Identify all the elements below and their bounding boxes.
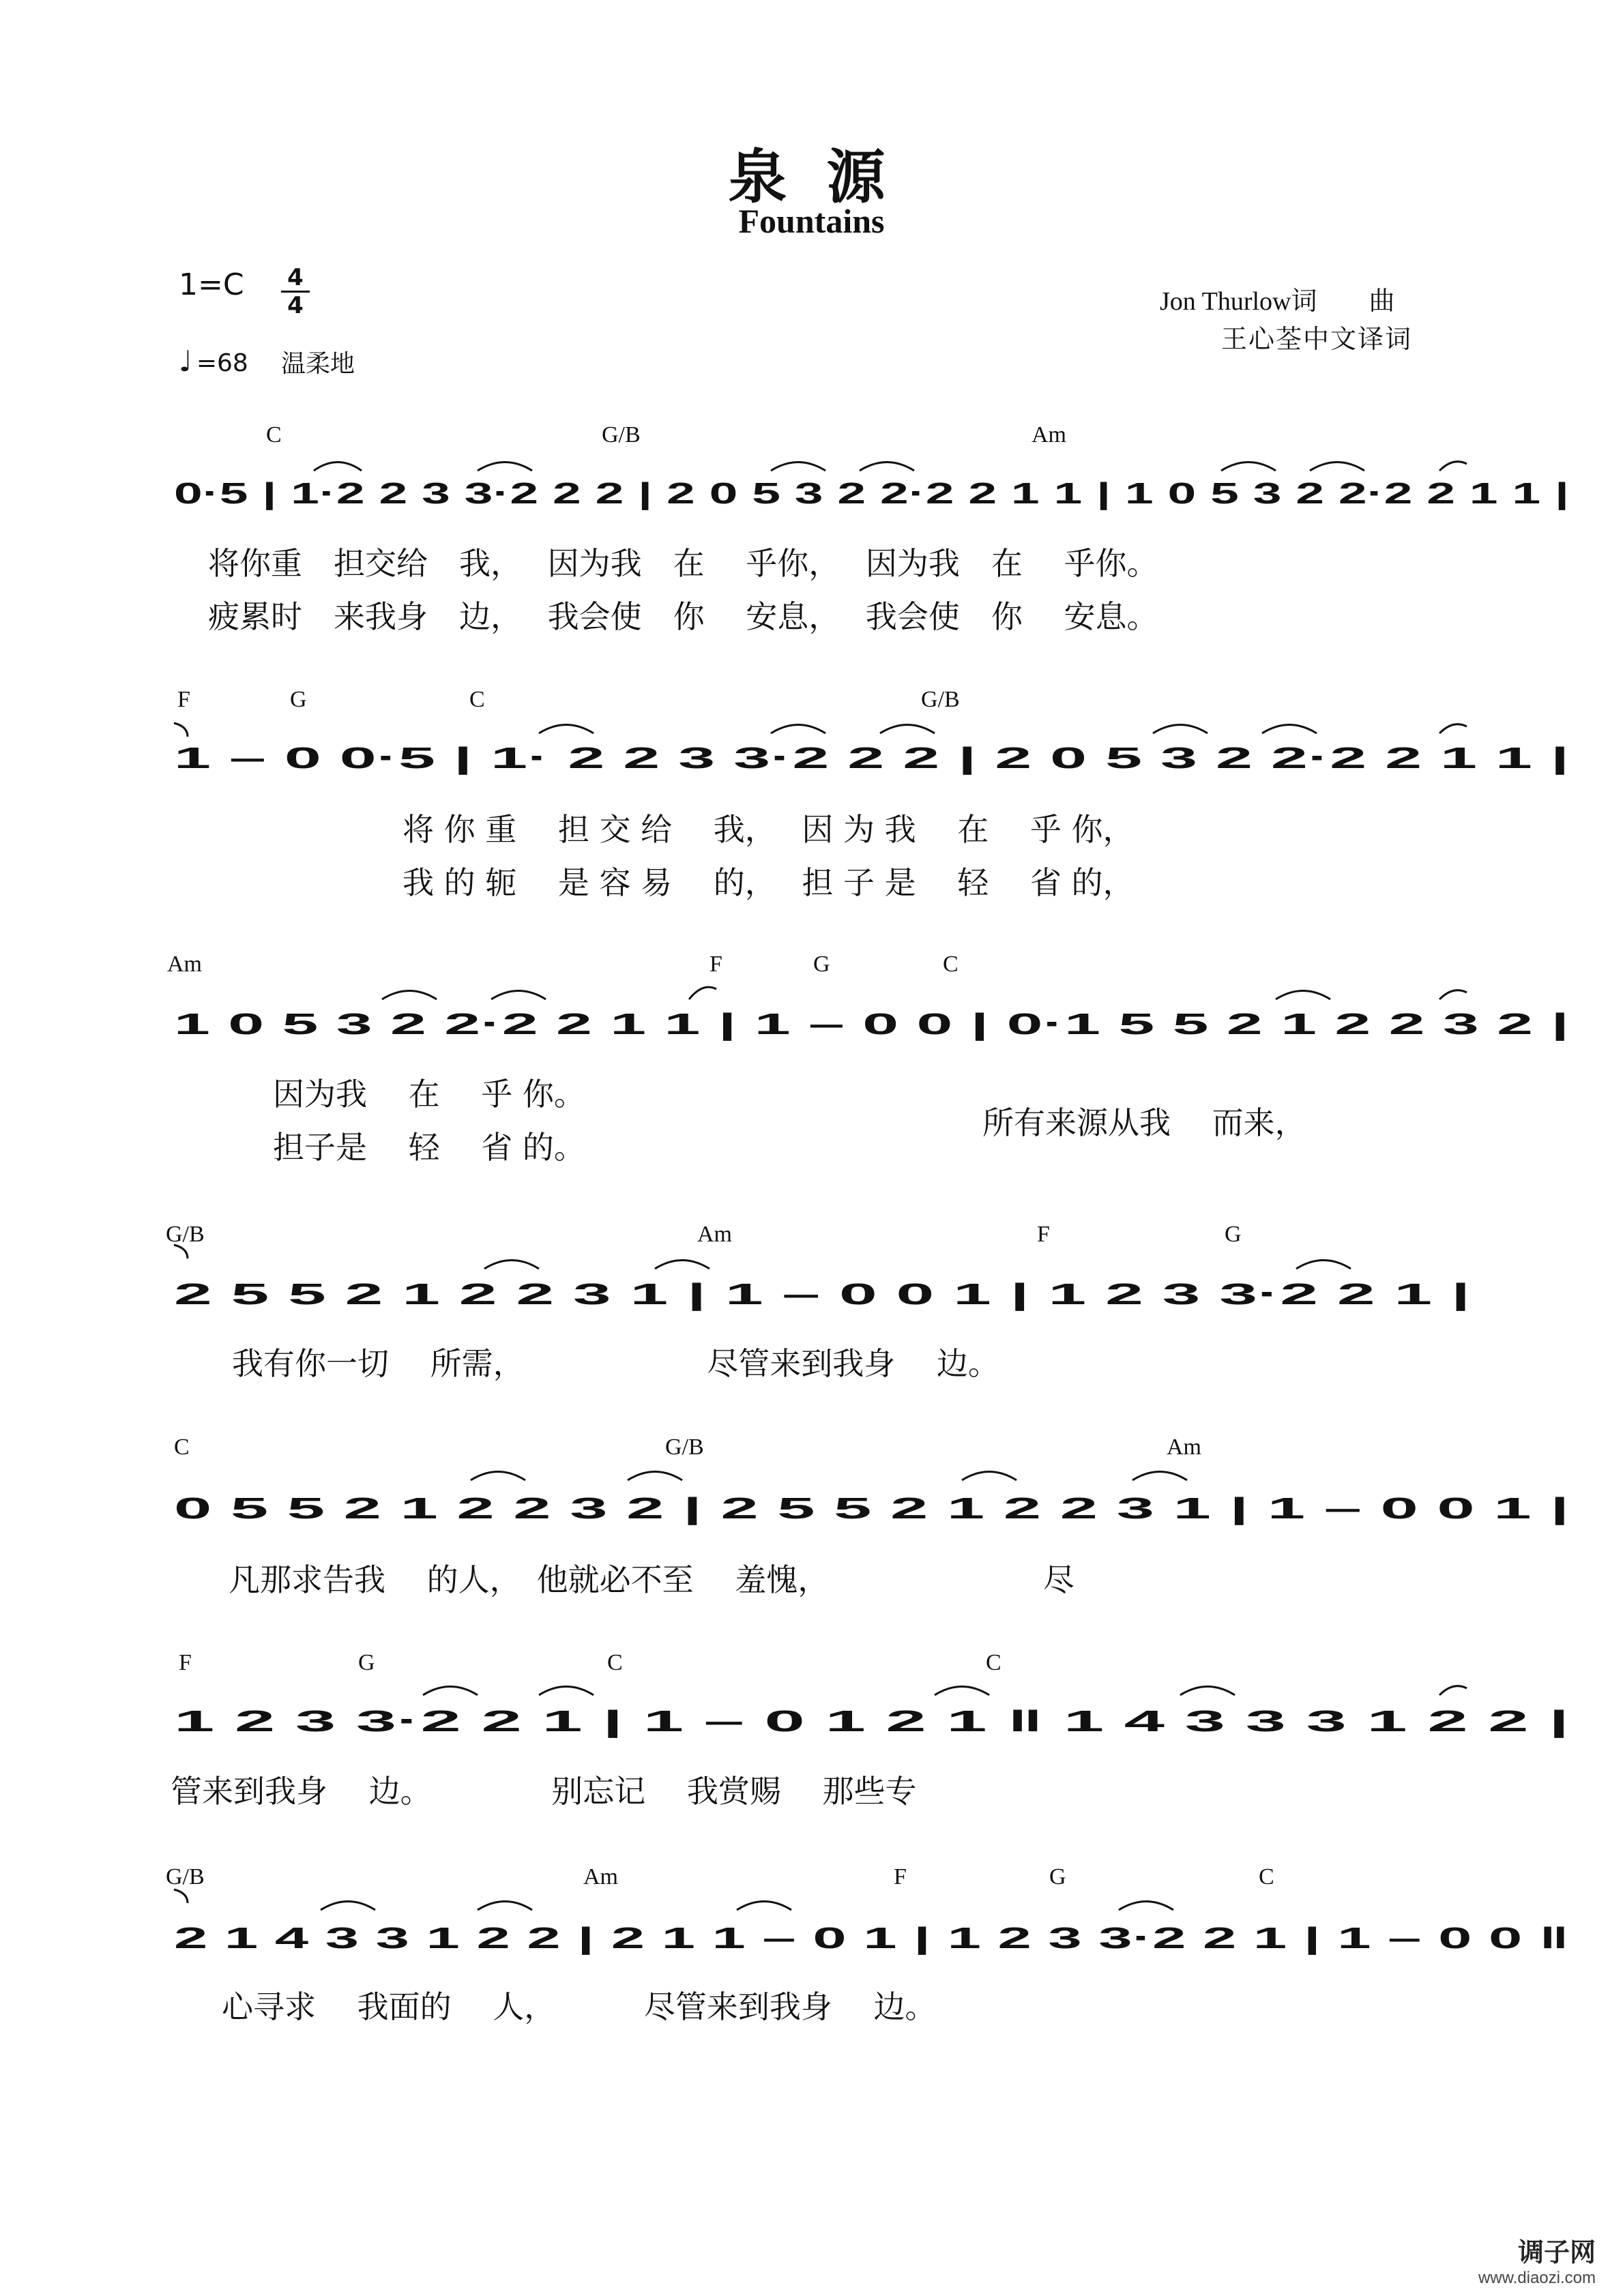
chord-label: Am — [1167, 1434, 1201, 1460]
slurs — [423, 1686, 1467, 1695]
system-3 — [167, 952, 1569, 1042]
system-6 — [174, 1650, 1569, 1739]
watermark-site: 调子网 — [1517, 2239, 1596, 2267]
system-2 — [174, 687, 1569, 776]
system-1 — [174, 422, 1569, 511]
chord-label: G — [1049, 1864, 1066, 1889]
notation-line: 2 5 5 2 1 2 2 3 1 | 1 – 0 0 1 | 1 2 3 3·2 2 1 | — [174, 1278, 744, 1311]
chord-label: G/B — [665, 1434, 704, 1460]
watermark — [1478, 2231, 1596, 2288]
meter-top: 4 — [287, 264, 304, 291]
chord-label: G/B — [602, 422, 641, 447]
slurs — [471, 1472, 1187, 1481]
song-subtitle: Fountains — [738, 202, 885, 240]
quarter-note-icon: ♩ — [179, 344, 192, 378]
system-4 — [166, 1222, 1470, 1312]
notation-line: 1 0 5 3 2 2·2 2 1 1 | 1 – 0 0 | 0·1 5 5 2 1 2 2 3 2 | — [174, 1007, 820, 1041]
notation-line: 1 – 0 0·5 | 1· 2 2 3 3·2 2 2 | 2 0 5 3 2 2·2 2 1 1 | — [174, 741, 807, 775]
lyric-line: 担子是 轻 省 的。 — [273, 1129, 585, 1166]
notation-line: 2 1 4 3 3 1 2 2 | 2 1 1 – 0 1 | 1 2 3 3·2 2 1 | 1 – 0 0 ‖ — [174, 1922, 867, 1955]
chord-label: G — [1225, 1222, 1242, 1247]
system-7 — [166, 1864, 1569, 1956]
lyric-line: 我 的 轭 是 容 易 的， 担 子 是 轻 省 的， — [403, 864, 1135, 901]
watermark-url: www.diaozi.com — [1478, 2269, 1596, 2287]
chord-label: G/B — [166, 1222, 205, 1247]
chord-label: F — [1037, 1222, 1050, 1247]
lyric-line: 管来到我身 边。 别忘记 我赏赐 那些专 — [171, 1773, 917, 1810]
lyric-line: 疲累时 来我身 边， 我会使 你 安息， 我会使 你 安息。 — [208, 598, 1158, 635]
chord-label: F — [179, 1650, 192, 1675]
lyric-line: 我有你一切 所需， 尽管来到我身 边。 — [232, 1345, 999, 1382]
chord-label: F — [894, 1864, 907, 1889]
composer-credit: Jon Thurlow词 曲 — [1160, 287, 1395, 316]
song-title: 泉 源 — [728, 143, 895, 211]
slurs — [174, 723, 1467, 737]
chord-label: Am — [583, 1864, 618, 1889]
key-signature: 1=C — [179, 267, 244, 302]
notation-line: 1 2 3 3·2 2 1 | 1 – 0 1 2 1 ‖ 1 4 3 3 3 1 2 2 | — [174, 1705, 750, 1738]
chord-label: G — [813, 952, 830, 977]
lyric-line: 心寻求 我面的 人， 尽管来到我身 边。 — [222, 1988, 937, 2025]
chord-label: C — [986, 1650, 1001, 1675]
slurs — [174, 1889, 1173, 1910]
translator-credit: 王心荃中文译词 — [1221, 324, 1413, 354]
lyric-line: 凡那求告我 的人， 他就必不至 羞愧， 尽 — [229, 1561, 1074, 1598]
chord-label: C — [607, 1650, 623, 1675]
chord-label: C — [469, 687, 485, 712]
lyric-line: 将 你 重 担 交 给 我， 因 为 我 在 乎 你， — [403, 811, 1135, 848]
lyric-line: 将你重 担交给 我， 因为我 在 乎你， 因为我 在 乎你。 — [208, 545, 1158, 582]
notation-line: 0 5 5 2 1 2 2 3 2 | 2 5 5 2 1 2 2 3 1 | 1 – 0 0 1 | — [174, 1492, 792, 1525]
chord-label: F — [177, 687, 190, 712]
chord-label: C — [943, 952, 959, 977]
slurs — [382, 987, 1467, 999]
chord-label: G — [290, 687, 307, 712]
notation-line: 0·5 | 1·2 2 3 3·2 2 2 | 2 0 5 3 2 2·2 2 1 1 | 1 0 5 3 2 2·2 2 1 1 | — [174, 477, 992, 510]
chord-label: G/B — [166, 1864, 205, 1889]
chord-label: C — [1259, 1864, 1274, 1889]
chord-label: Am — [1032, 422, 1066, 447]
lyric-line: 因为我 在 乎 你。 — [273, 1076, 585, 1113]
chord-label: F — [710, 952, 722, 977]
slurs — [314, 462, 1467, 471]
system-5 — [174, 1434, 1569, 1526]
expression-marking: 温柔地 — [281, 350, 355, 378]
chord-label: Am — [167, 952, 202, 977]
chord-label: C — [174, 1434, 190, 1460]
chord-label: Am — [697, 1222, 732, 1247]
tempo-value: =68 — [196, 349, 248, 377]
chord-label: G/B — [921, 687, 960, 712]
slurs — [174, 1245, 1351, 1269]
chord-label: C — [266, 422, 282, 447]
chord-label: G — [358, 1650, 375, 1675]
meter-bottom: 4 — [281, 291, 310, 319]
lyric-line: 所有来源从我 而来， — [982, 1104, 1306, 1141]
